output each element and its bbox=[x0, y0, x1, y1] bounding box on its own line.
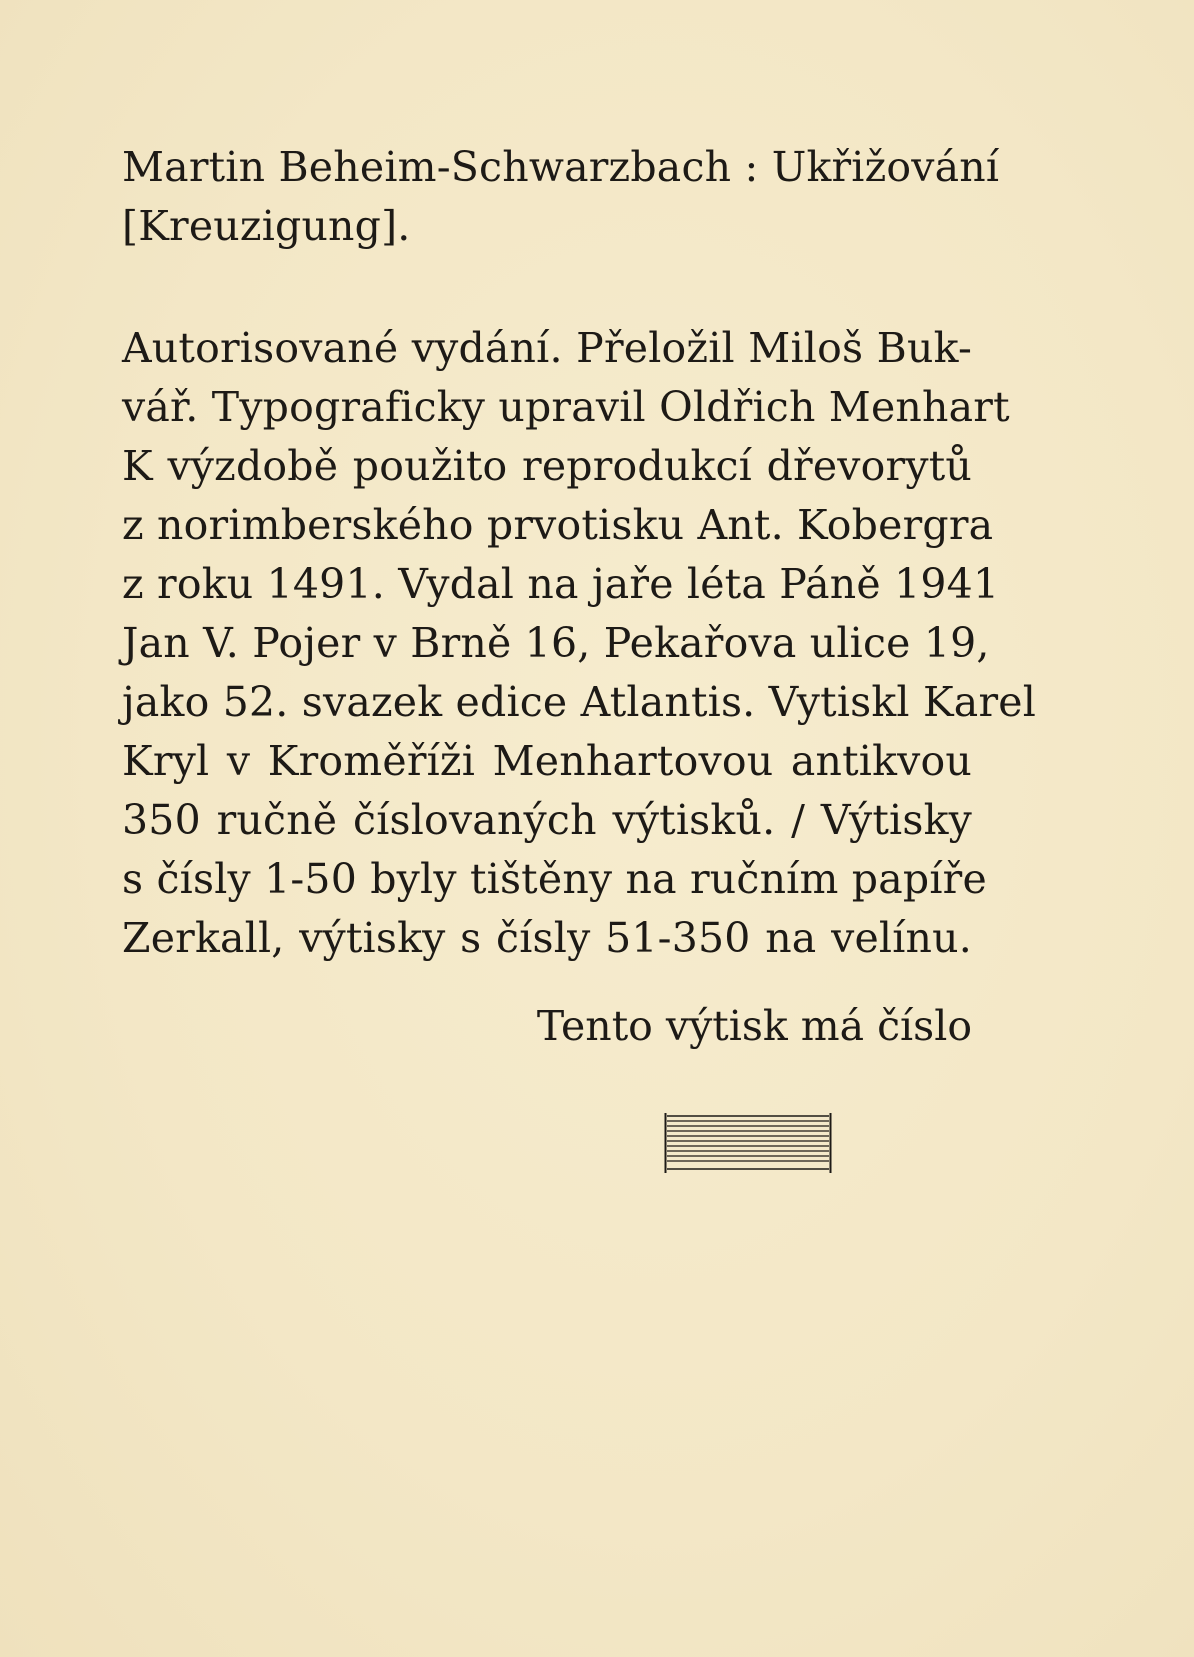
ruled-box-icon bbox=[664, 1113, 832, 1173]
title-line: Martin Beheim-Schwarzbach : Ukřižování bbox=[122, 143, 1000, 191]
colophon-line: Jan V. Pojer v Brně 16, Pekařova ulice 19, bbox=[122, 619, 990, 667]
colophon-line: jako 52. svazek edice Atlantis. Vytiskl Karel bbox=[122, 678, 1037, 726]
book-title bbox=[122, 138, 1000, 256]
copy-number-label: Tento výtisk má číslo bbox=[536, 1002, 972, 1050]
colophon-line: vář. Typograficky upravil Oldřich Menhart bbox=[122, 383, 1010, 431]
colophon-line: Kryl v Kroměříži Menhartovou antikvou bbox=[122, 737, 972, 785]
title-line: [Kreuzigung]. bbox=[122, 202, 411, 250]
colophon-line: z norimberského prvotisku Ant. Kobergra bbox=[122, 501, 994, 549]
colophon-line: 350 ručně číslovaných výtisků. / Výtisky bbox=[122, 796, 972, 844]
colophon-line: K výzdobě použito reprodukcí dřevorytů bbox=[122, 442, 972, 490]
colophon-line: Autorisované vydání. Přeložil Miloš Buk- bbox=[122, 324, 972, 372]
colophon-line: s čísly 1-50 byly tištěny na ručním papíře bbox=[122, 855, 987, 903]
colophon-paragraph bbox=[122, 319, 1037, 968]
colophon-line: Zerkall, výtisky s čísly 51-350 na velínu. bbox=[122, 914, 972, 962]
colophon-text bbox=[122, 138, 1037, 968]
colophon-line: z roku 1491. Vydal na jaře léta Páně 1941 bbox=[122, 560, 1000, 608]
copy-number-ornament bbox=[664, 1113, 832, 1173]
